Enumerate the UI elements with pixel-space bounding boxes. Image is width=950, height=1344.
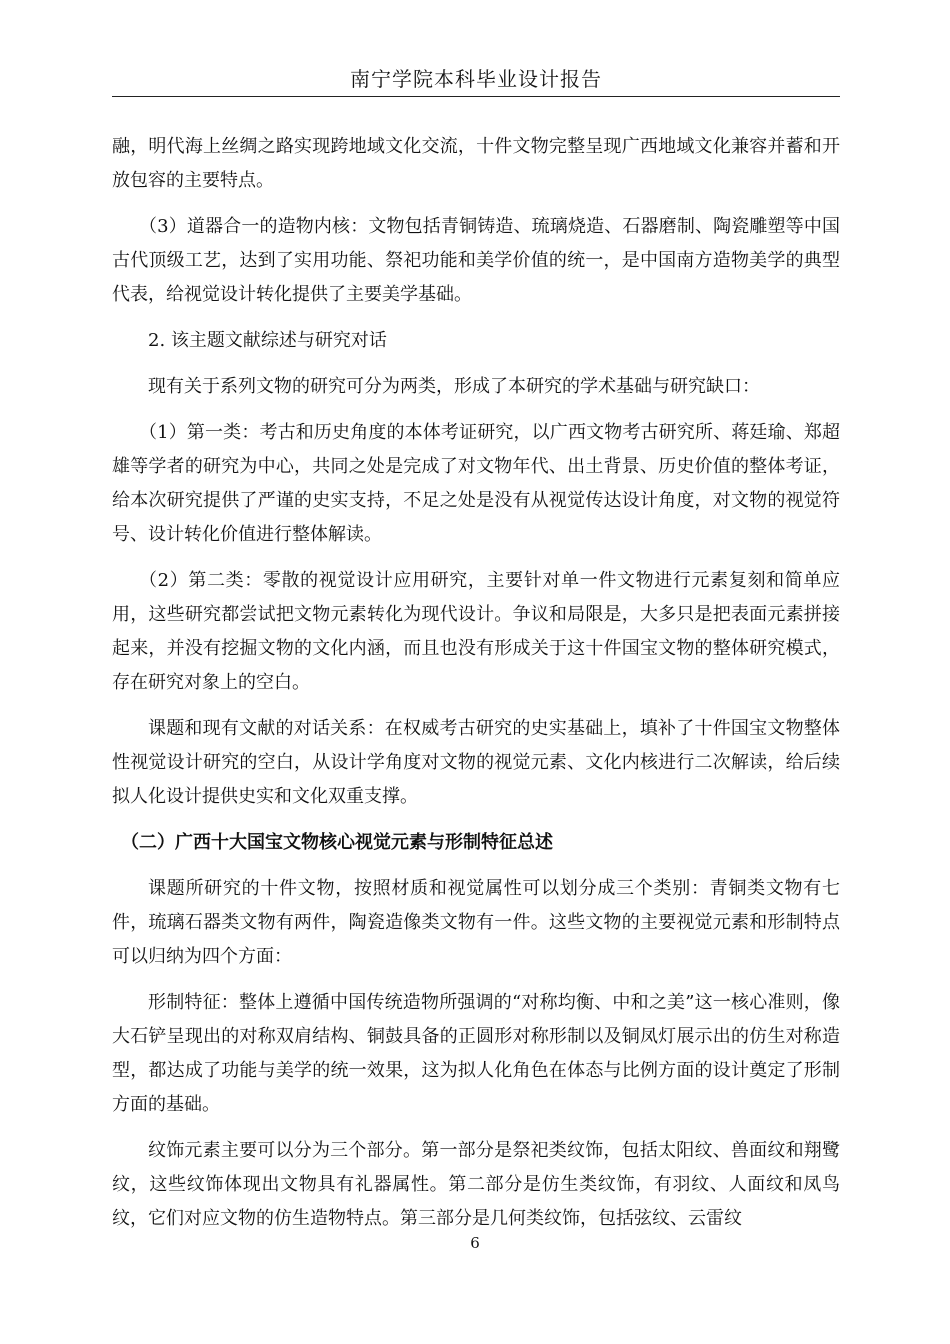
paragraph-dialogue: 课题和现有文献的对话关系：在权威考古研究的史实基础上，填补了十件国宝文物整体性视觉设计研究的空白，从设计学角度对文物的视觉元素、文化内核进行二次解读，给后续拟人化设计提供史实和文化双重支撑。	[112, 718, 840, 807]
subsection-heading: 2. 该主题文献综述与研究对话	[148, 330, 387, 351]
header-divider	[112, 96, 840, 97]
paragraph-form-features: 形制特征：整体上遵循中国传统造物所强调的“对称均衡、中和之美”这一核心准则，像大石铲呈现出的对称双肩结构、铜鼓具备的正圆形对称形制以及铜凤灯展示出的仿生对称造型，都达成了功能与美学的统一效果，这为拟人化角色在体态与比例方面的设计奠定了形制方面的基础。	[112, 992, 840, 1115]
paragraph-category-two: （2）第二类：零散的视觉设计应用研究，主要针对单一件文物进行元素复刻和简单应用，这些研究都尝试把文物元素转化为现代设计。争议和局限是，大多只是把表面元素拼接起来，并没有挖掘文物的文化内涵，而且也没有形成关于这十件国宝文物的整体研究模式，存在研究对象上的空白。	[112, 570, 840, 693]
paragraph-research-intro: 现有关于系列文物的研究可分为两类，形成了本研究的学术基础与研究缺口：	[148, 376, 760, 397]
paragraph-craft-core: （3）道器合一的造物内核：文物包括青铜铸造、琉璃烧造、石器磨制、陶瓷雕塑等中国古代顶级工艺，达到了实用功能、祭祀功能和美学价值的统一，是中国南方造物美学的典型代表，给视觉设计转化提供了主要美学基础。	[112, 216, 840, 305]
paragraph-continued: 融，明代海上丝绸之路实现跨地域文化交流，十件文物完整呈现广西地域文化兼容并蓄和开放包容的主要特点。	[112, 136, 840, 191]
document-body	[112, 130, 840, 1248]
section-heading: （二）广西十大国宝文物核心视觉元素与形制特征总述	[121, 832, 553, 853]
paragraph-classification: 课题所研究的十件文物，按照材质和视觉属性可以划分成三个类别：青铜类文物有七件，琉璃石器类文物有两件，陶瓷造像类文物有一件。这些文物的主要视觉元素和形制特点可以归纳为四个方面：	[112, 878, 840, 967]
page-number: 6	[470, 1234, 480, 1252]
page-header: 南宁学院本科毕业设计报告	[350, 67, 602, 91]
paragraph-pattern-elements: 纹饰元素主要可以分为三个部分。第一部分是祭祀类纹饰，包括太阳纹、兽面纹和翔鹭纹，这些纹饰体现出文物具有礼器属性。第二部分是仿生类纹饰，有羽纹、人面纹和凤鸟纹，它们对应文物的仿生造物特点。第三部分是几何类纹饰，包括弦纹、云雷纹	[112, 1140, 840, 1229]
paragraph-category-one: （1）第一类：考古和历史角度的本体考证研究，以广西文物考古研究所、蒋廷瑜、郑超雄等学者的研究为中心，共同之处是完成了对文物年代、出土背景、历史价值的整体考证，给本次研究提供了严谨的史实支持，不足之处是没有从视觉传达设计角度，对文物的视觉符号、设计转化价值进行整体解读。	[112, 422, 840, 545]
